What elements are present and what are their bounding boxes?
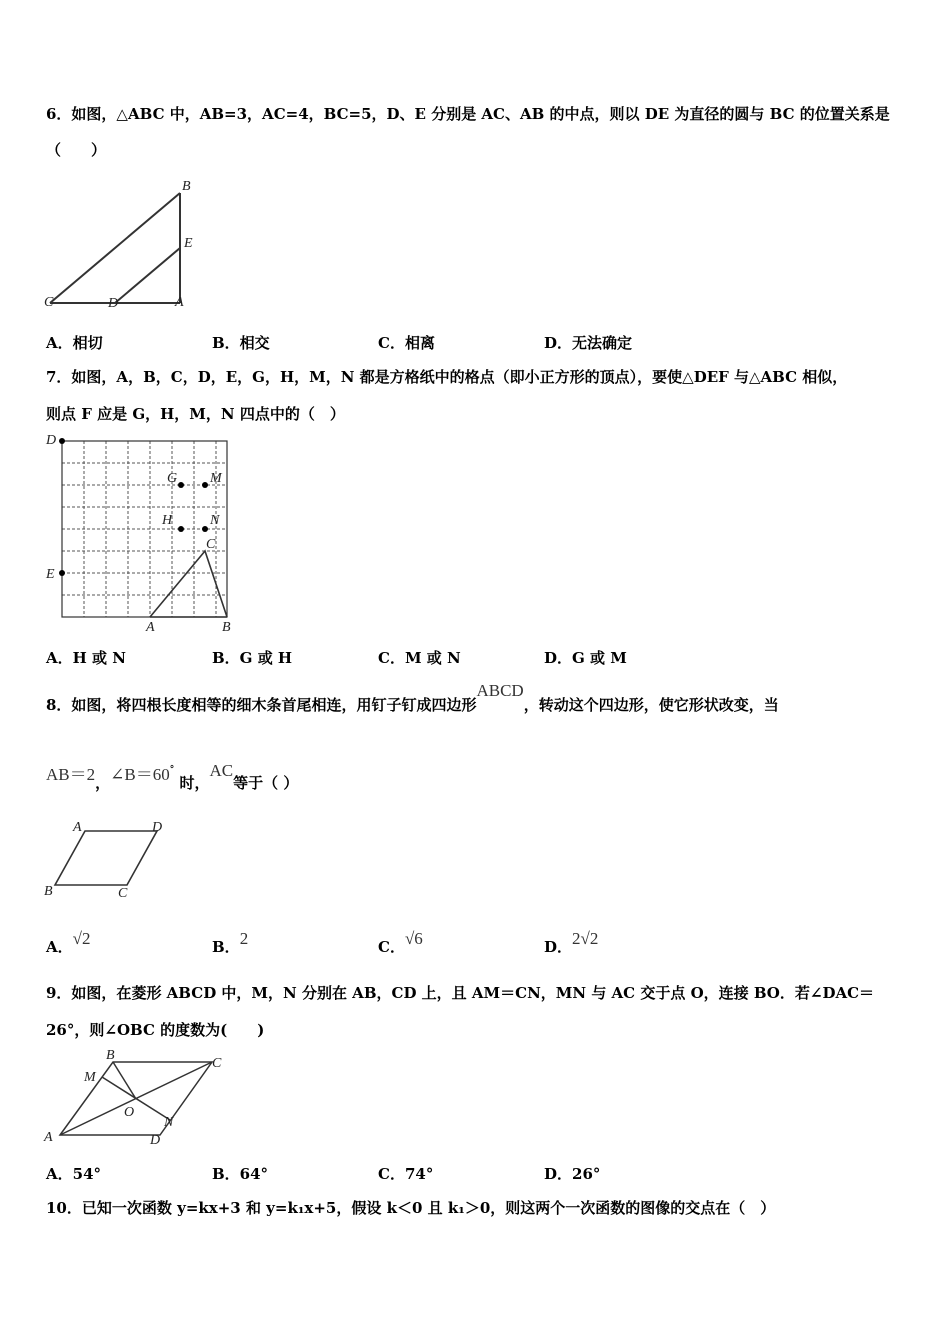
q8-label-c: C	[118, 886, 128, 901]
q7-stem-line2: 则点 F 应是 G，H，M，N 四点中的（ ）	[46, 405, 345, 423]
q8-option-b-label: B．	[212, 938, 240, 956]
q8-stem-line1	[46, 681, 779, 715]
q6-option-c[interactable]: C．相离	[378, 334, 435, 352]
q8-option-c[interactable]	[378, 928, 423, 956]
q8-math-ac: AC	[209, 761, 234, 780]
q9-option-b[interactable]: B．64°	[212, 1165, 269, 1183]
q8-label-b: B	[44, 884, 53, 899]
q9-label-o: O	[124, 1105, 135, 1120]
q7-option-b[interactable]: B．G 或 H	[212, 649, 293, 667]
q6-stem-line1: 6．如图，△ABC 中，AB=3，AC=4，BC=5，D、E 分别是 AC、AB 的中点，则以 DE 为直径的圆与 BC 的位置关系是	[46, 105, 890, 123]
q9-label-m: M	[84, 1070, 96, 1085]
q9-label-n: N	[164, 1115, 174, 1130]
q8-comma: ，	[95, 774, 111, 792]
q6-label-e: E	[184, 236, 193, 251]
q6-label-a: A	[175, 295, 184, 310]
q8-text-a: 8．如图，将四根长度相等的细木条首尾相连，用钉子钉成四边形	[46, 696, 477, 714]
q9-rhombus-figure	[40, 1045, 240, 1150]
q8-option-a-value: √2	[72, 929, 91, 948]
q6-option-a[interactable]: A．相切	[46, 334, 103, 352]
q8-math-abcd: ABCD	[476, 681, 524, 700]
q7-label-h: H	[162, 513, 173, 528]
q8-text-b: ，转动这个四边形，使它形状改变，当	[523, 696, 779, 714]
q8-label-a: A	[73, 820, 82, 835]
q7-stem-line1: 7．如图，A，B，C，D，E，G，H，M，N 都是方格纸中的格点（即小正方形的顶点），要使△DEF 与△ABC 相似，	[46, 368, 848, 386]
q6-triangle-figure	[40, 175, 210, 315]
q8-option-a[interactable]	[46, 928, 91, 956]
q7-label-m: M	[210, 471, 222, 486]
q6-label-b: B	[182, 179, 191, 194]
q8-option-a-label: A．	[46, 938, 73, 956]
q9-option-a[interactable]: A．54°	[46, 1165, 102, 1183]
q6-option-b[interactable]: B．相交	[212, 334, 270, 352]
q8-stem-line2	[46, 761, 299, 793]
q7-label-a: A	[146, 620, 155, 635]
q8-option-b[interactable]	[212, 928, 249, 956]
q7-label-g: G	[167, 471, 178, 486]
q7-option-c[interactable]: C．M 或 N	[378, 649, 461, 667]
q9-label-b: B	[106, 1048, 115, 1063]
q8-option-d[interactable]	[544, 928, 599, 956]
q8-option-d-label: D．	[544, 938, 573, 956]
q9-stem-line1: 9．如图，在菱形 ABCD 中，M，N 分别在 AB，CD 上，且 AM＝CN，MN 与 AC 交于点 O，连接 BO．若∠DAC＝	[46, 984, 875, 1002]
q8-math-ab: AB＝2	[46, 765, 96, 784]
q8-dengyu: 等于（ ）	[233, 774, 299, 792]
q7-option-d[interactable]: D．G 或 M	[544, 649, 627, 667]
q9-label-a: A	[44, 1130, 53, 1145]
q6-option-d[interactable]: D．无法确定	[544, 334, 633, 352]
q8-shi: 时，	[179, 774, 210, 792]
q7-label-n: N	[210, 513, 220, 528]
q8-option-c-value: √6	[404, 929, 423, 948]
q8-math-angle: ∠B＝60	[110, 765, 170, 784]
q8-rhombus-figure	[40, 815, 180, 905]
q8-option-d-value: 2√2	[572, 929, 599, 948]
q6-stem-line2: （ ）	[46, 141, 107, 159]
q7-grid-figure	[40, 430, 240, 640]
q9-label-c: C	[212, 1056, 222, 1071]
q6-label-c: C	[44, 295, 54, 310]
q9-label-d: D	[150, 1133, 161, 1148]
q6-label-d: D	[108, 296, 119, 311]
q8-option-b-value: 2	[239, 929, 249, 948]
q7-label-b: B	[222, 620, 231, 635]
q8-label-d: D	[152, 820, 163, 835]
q9-stem-line2: 26°，则∠OBC 的度数为( )	[46, 1021, 265, 1039]
q7-label-e: E	[46, 567, 55, 582]
q9-option-c[interactable]: C．74°	[378, 1165, 434, 1183]
q7-label-d: D	[46, 433, 57, 448]
q8-option-c-label: C．	[378, 938, 405, 956]
q8-degree-mark: °	[169, 765, 175, 775]
q7-label-c: C	[206, 537, 216, 552]
q9-option-d[interactable]: D．26°	[544, 1165, 601, 1183]
q10-stem-line1: 10．已知一次函数 y=kx+3 和 y=k₁x+5，假设 k＜0 且 k₁＞0，则这两个一次函数的图像的交点在（ ）	[46, 1199, 776, 1217]
q7-option-a[interactable]: A．H 或 N	[46, 649, 126, 667]
